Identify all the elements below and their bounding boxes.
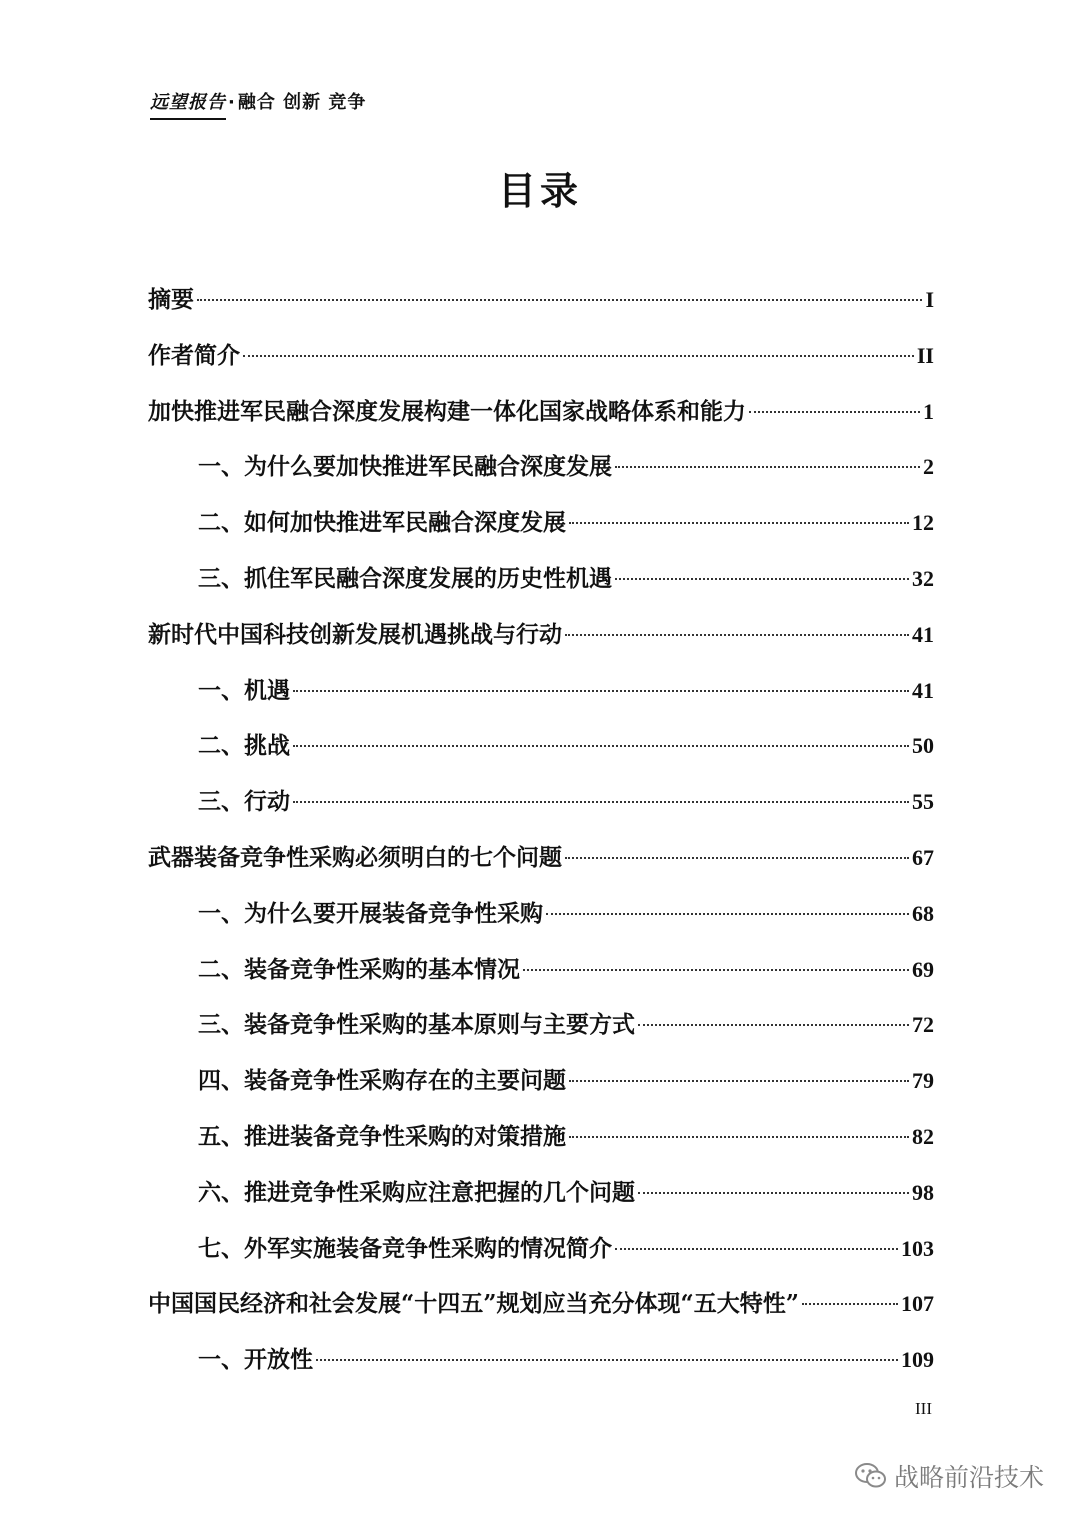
- toc-entry-page: II: [916, 342, 934, 368]
- toc-entry-title: 一、为什么要开展装备竞争性采购: [198, 899, 543, 927]
- toc-entry-page: 41: [912, 677, 934, 703]
- toc-entry-page: 1: [923, 398, 934, 424]
- toc-leader-dots: [615, 466, 920, 468]
- toc-leader-dots: [197, 299, 922, 301]
- toc-leader-dots: [569, 1136, 909, 1138]
- toc-leader-dots: [638, 1192, 909, 1194]
- header-brand: 远望报告: [150, 88, 226, 120]
- toc-entry-page: 55: [912, 789, 934, 815]
- toc-entry-title: 七、外军实施装备竞争性采购的情况简介: [198, 1234, 612, 1262]
- toc-entry: [148, 718, 934, 774]
- running-header: [150, 88, 366, 120]
- toc-leader-dots: [546, 913, 909, 915]
- toc-leader-dots: [316, 1359, 898, 1361]
- toc-entry: [148, 551, 934, 607]
- toc-leader-dots: [293, 690, 909, 692]
- toc-leader-dots: [293, 801, 909, 803]
- toc-leader-dots: [565, 634, 909, 636]
- toc-entry-title: 作者简介: [148, 341, 240, 369]
- toc-entry: [148, 1053, 934, 1109]
- toc-entry-title: 二、装备竞争性采购的基本情况: [198, 955, 520, 983]
- toc-entry: [148, 607, 934, 663]
- header-separator: ·: [228, 92, 236, 113]
- toc-entry-page: 41: [912, 621, 934, 647]
- toc-entry-page: 68: [912, 900, 934, 926]
- toc-entry: [148, 1165, 934, 1221]
- toc-entry: [148, 663, 934, 719]
- toc-entry-title: 二、如何加快推进军民融合深度发展: [198, 509, 566, 537]
- toc-entry: [148, 1109, 934, 1165]
- toc-leader-dots: [802, 1303, 898, 1305]
- toc-entry: [148, 495, 934, 551]
- toc-leader-dots: [569, 1080, 909, 1082]
- toc-entry-title: 武器装备竞争性采购必须明白的七个问题: [148, 843, 562, 871]
- toc-entry-title: 一、开放性: [198, 1346, 313, 1374]
- toc-entry: [148, 1332, 934, 1388]
- toc-entry-title: 加快推进军民融合深度发展构建一体化国家战略体系和能力: [148, 397, 746, 425]
- toc-entry: [148, 774, 934, 830]
- toc-leader-dots: [615, 1248, 898, 1250]
- toc-entry: [148, 942, 934, 998]
- toc-entry: [148, 1221, 934, 1277]
- toc-leader-dots: [615, 578, 909, 580]
- toc-entry-page: 82: [912, 1123, 934, 1149]
- toc-entry-title: 新时代中国科技创新发展机遇挑战与行动: [148, 620, 562, 648]
- toc-entry-page: 98: [912, 1179, 934, 1205]
- toc-entry-title: 三、抓住军民融合深度发展的历史性机遇: [198, 564, 612, 592]
- toc-entry-title: 中国国民经济和社会发展“十四五”规划应当充分体现“五大特性”: [148, 1290, 799, 1318]
- wechat-icon: [854, 1462, 888, 1490]
- toc-entry-page: 69: [912, 956, 934, 982]
- toc-entry-title: 三、装备竞争性采购的基本原则与主要方式: [198, 1011, 635, 1039]
- toc-entry-title: 三、行动: [198, 788, 290, 816]
- watermark: [854, 1458, 1044, 1494]
- page-number: III: [915, 1399, 932, 1418]
- toc-entry-page: 2: [923, 454, 934, 480]
- toc-entry: [148, 1276, 934, 1332]
- toc-leader-dots: [293, 745, 909, 747]
- toc-entry: [148, 886, 934, 942]
- toc-entry-title: 一、为什么要加快推进军民融合深度发展: [198, 453, 612, 481]
- toc-entry: [148, 830, 934, 886]
- toc-entry-title: 四、装备竞争性采购存在的主要问题: [198, 1067, 566, 1095]
- toc-entry-page: I: [925, 287, 934, 312]
- toc-entry-page: 32: [912, 565, 934, 591]
- toc-entry: [148, 328, 934, 384]
- toc-entry-title: 摘要: [148, 286, 194, 313]
- toc-entry-page: 12: [912, 510, 934, 536]
- toc-leader-dots: [638, 1024, 909, 1026]
- toc-entry: [148, 439, 934, 495]
- table-of-contents: [148, 272, 934, 1388]
- toc-leader-dots: [565, 857, 909, 859]
- toc-leader-dots: [243, 355, 914, 357]
- page-title: 目录: [497, 168, 582, 213]
- toc-entry-page: 109: [901, 1347, 934, 1373]
- toc-leader-dots: [749, 411, 920, 413]
- toc-entry: [148, 272, 934, 328]
- header-tagline: 融合 创新 竞争: [237, 92, 367, 113]
- toc-entry-page: 72: [912, 1012, 934, 1038]
- toc-entry: [148, 997, 934, 1053]
- toc-entry-title: 五、推进装备竞争性采购的对策措施: [198, 1122, 566, 1150]
- watermark-text: 战略前沿技术: [893, 1463, 1044, 1492]
- toc-leader-dots: [523, 969, 909, 971]
- toc-entry-page: 103: [901, 1235, 934, 1261]
- toc-entry-title: 一、机遇: [198, 676, 290, 704]
- toc-entry-title: 六、推进竞争性采购应注意把握的几个问题: [198, 1178, 635, 1206]
- toc-entry-page: 107: [901, 1291, 934, 1317]
- toc-entry-page: 67: [912, 844, 934, 870]
- toc-entry-page: 50: [912, 733, 934, 759]
- toc-entry: [148, 384, 934, 440]
- toc-entry-page: 79: [912, 1068, 934, 1094]
- toc-entry-title: 二、挑战: [198, 732, 290, 760]
- toc-leader-dots: [569, 522, 909, 524]
